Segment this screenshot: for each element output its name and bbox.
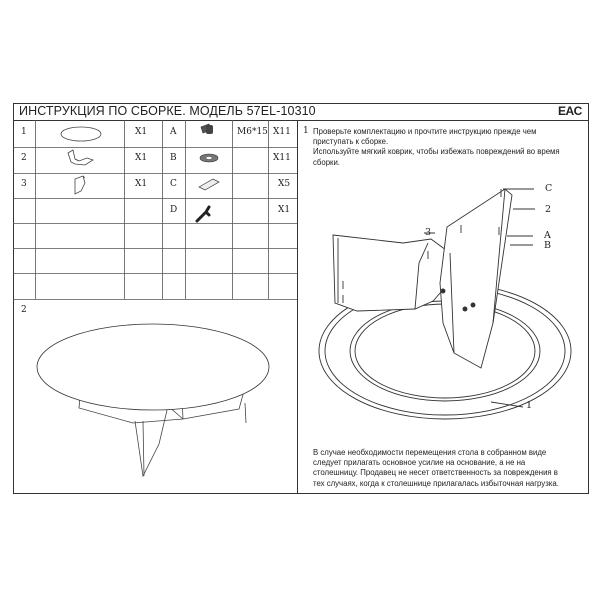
page-title: ИНСТРУКЦИЯ ПО СБОРКЕ. МОДЕЛЬ 57EL-10310	[19, 104, 316, 118]
instruction-line: Проверьте комплектацию и прочтите инструкцию прежде чем	[313, 127, 537, 136]
hardware-quantity: X5	[278, 179, 291, 189]
instruction-sheet	[13, 103, 589, 495]
callout-a: A	[544, 230, 551, 241]
instruction-line: сборки.	[313, 157, 340, 167]
warning-line: следует прилагать основное усилие на основание, а не на	[313, 458, 526, 468]
part-quantity: X1	[135, 153, 148, 163]
part-quantity: X1	[135, 127, 148, 137]
callout-c: C	[545, 183, 553, 194]
assembled-table-drawing	[37, 324, 269, 476]
part-number: 1	[21, 127, 27, 137]
callout-part-1: 1	[526, 400, 533, 411]
callout-b: B	[544, 240, 551, 251]
warning-line: тех случаях, когда к столешнице прилагалась избыточная нагрузка.	[313, 478, 559, 488]
warning-text	[313, 448, 585, 489]
base-bracket-icon	[68, 150, 93, 165]
part-quantity: X1	[135, 179, 148, 189]
step-number: 1	[303, 126, 309, 136]
warning-line: столешницу. Продавец не несет ответственность за повреждения в	[313, 468, 558, 478]
callout-part-3: 3	[425, 227, 432, 238]
hardware-quantity: X11	[273, 153, 291, 163]
instructions-text	[313, 127, 585, 168]
callout-part-2: 2	[545, 204, 552, 215]
hardware-spec: M6*15	[237, 127, 268, 137]
hardware-letter: B	[170, 153, 177, 163]
warning-line: В случае необходимости перемещения стола в собранном виде	[313, 448, 547, 457]
instruction-line: Используйте мягкий коврик, чтобы избежать повреждений во время	[313, 147, 560, 157]
hex-key-icon	[197, 207, 209, 221]
exploded-assembly-drawing	[319, 189, 571, 419]
part-number: 3	[21, 179, 27, 189]
part-number: 2	[21, 153, 27, 163]
bolt-icon	[201, 124, 213, 134]
eac-certification-mark: EAC	[558, 104, 582, 118]
assembled-view-label: 2	[21, 305, 27, 315]
round-tabletop-icon	[61, 127, 101, 141]
instruction-line: приступать к сборке.	[313, 137, 389, 147]
hardware-letter: A	[170, 127, 177, 137]
hardware-quantity: X1	[278, 205, 291, 215]
hardware-letter: D	[170, 205, 178, 215]
base-panel-icon	[75, 176, 85, 194]
plate-icon	[199, 179, 219, 190]
hardware-quantity: X11	[273, 127, 291, 137]
hardware-letter: C	[170, 179, 177, 189]
washer-icon	[200, 154, 218, 162]
